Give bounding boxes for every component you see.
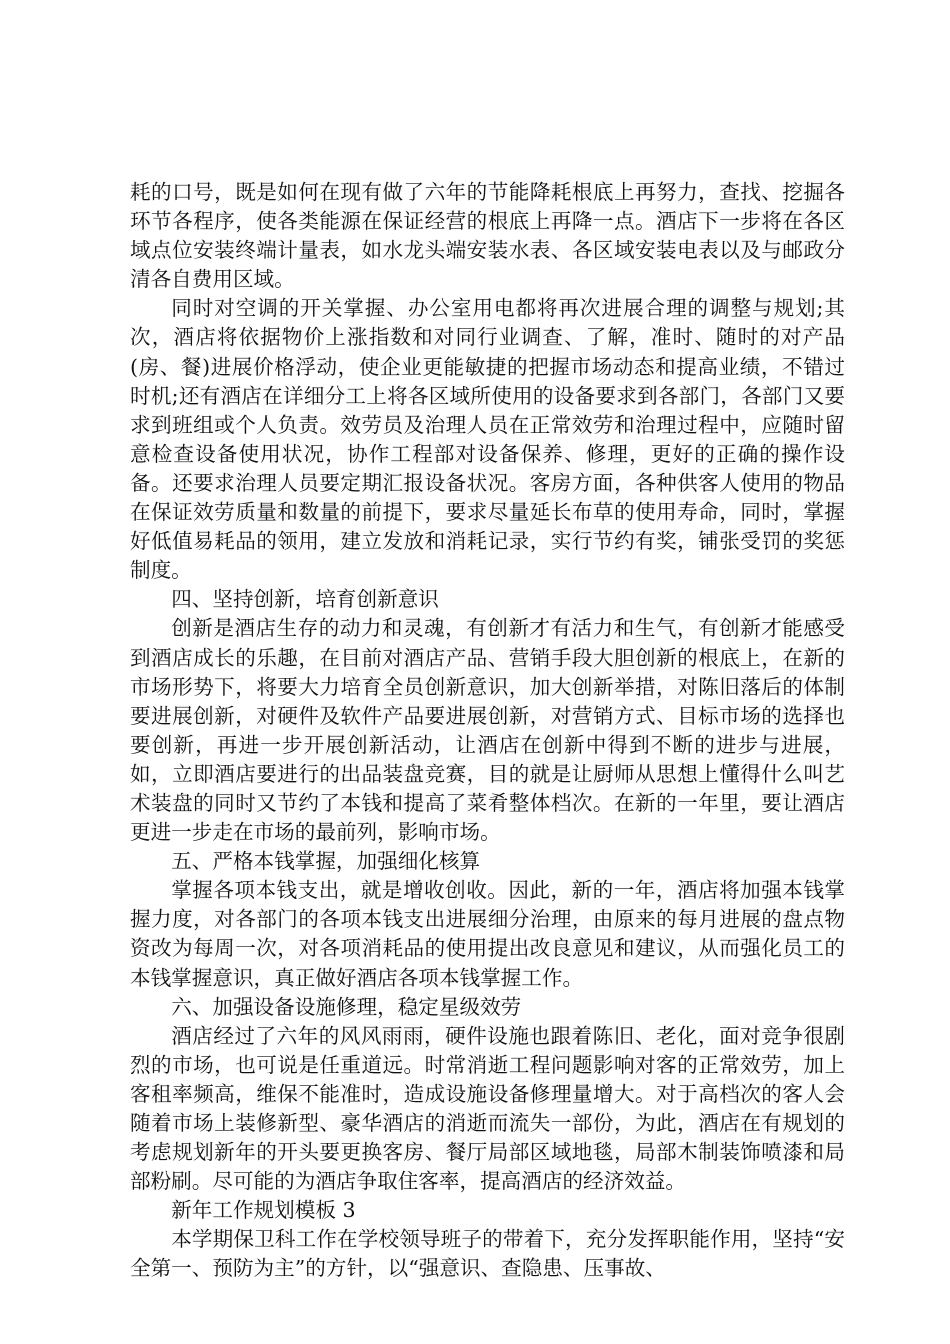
document-body bbox=[130, 178, 845, 1284]
paragraph-body: 本学期保卫科工作在学校领导班子的带着下，充分发挥职能作用，坚持“安全第一、预防为主”的方针，以“强意识、查隐患、压事故、 bbox=[130, 1227, 845, 1281]
paragraph-body: 创新是酒店生存的动力和灵魂，有创新才有活力和生气，有创新才能感受到酒店成长的乐趣，在目前对酒店产品、营销手段大胆创新的根底上，在新的市场形势下，将要大力培育全员创新意识，加大创新举措，对陈旧落后的体制要进展创新，对硬件及软件产品要进展创新，对营销方式、目标市场的选择也要创新，再进一步开展创新活动，让酒店在创新中得到不断的进步与进展，如，立即酒店要进行的出品装盘竞赛，目的就是让厨师从思想上懂得什么叫艺术装盘的同时又节约了本钱和提高了菜肴整体档次。在新的一年里，要让酒店更进一步走在市场的最前列，影响市场。 bbox=[130, 616, 845, 845]
template-heading: 新年工作规划模板 3 bbox=[171, 1198, 356, 1223]
section-heading: 四、坚持创新，培育创新意识 bbox=[171, 587, 439, 612]
paragraph-continuation: 耗的口号，既是如何在现有做了六年的节能降耗根底上再努力，查找、挖掘各环节各程序，使各类能源在保证经营的根底上再降一点。酒店下一步将在各区域点位安装终端计量表，如水龙头端安装水表、各区域安装电表以及与邮政分清各自费用区域。 bbox=[130, 180, 845, 292]
section-heading: 六、加强设备设施修理，稳定星级效劳 bbox=[171, 994, 522, 1019]
paragraph-body: 掌握各项本钱支出，就是增收创收。因此，新的一年，酒店将加强本钱掌握力度，对各部门的各项本钱支出进展细分治理，由原来的每月进展的盘点物资改为每周一次，对各项消耗品的使用提出改良意见和建议，从而强化员工的本钱掌握意识，真正做好酒店各项本钱掌握工作。 bbox=[130, 878, 845, 990]
section-heading: 五、严格本钱掌握，加强细化核算 bbox=[171, 849, 481, 874]
paragraph-body: 同时对空调的开关掌握、办公室用电都将再次进展合理的调整与规划;其次，酒店将依据物价上涨指数和对同行业调查、了解，准时、随时的对产品(房、餐)进展价格浮动，使企业更能敏捷的把握市场动态和提高业绩，不错过时机;还有酒店在详细分工上将各区域所使用的设备要求到各部门，各部门又要求到班组或个人负责。效劳员及治理人员在正常效劳和治理过程中，应随时留意检查设备使用状况，协作工程部对设备保养、修理，更好的正确的操作设备。还要求治理人员要定期汇报设备状况。客房方面，各种供客人使用的物品在保证效劳质量和数量的前提下，要求尽量延长布草的使用寿命，同时，掌握好低值易耗品的领用，建立发放和消耗记录，实行节约有奖，铺张受罚的奖惩制度。 bbox=[130, 296, 845, 583]
paragraph-body: 酒店经过了六年的风风雨雨，硬件设施也跟着陈旧、老化，面对竞争很剧烈的市场，也可说是任重道远。时常消逝工程问题影响对客的正常效劳，加上客租率频高，维保不能准时，造成设施设备修理量增大。对于高档次的客人会随着市场上装修新型、豪华酒店的消逝而流失一部份，为此，酒店在有规划的考虑规划新年的开头要更换客房、餐厅局部区域地毯，局部木制装饰喷漆和局部粉刷。尽可能的为酒店争取住客率，提高酒店的经济效益。 bbox=[130, 1023, 845, 1194]
